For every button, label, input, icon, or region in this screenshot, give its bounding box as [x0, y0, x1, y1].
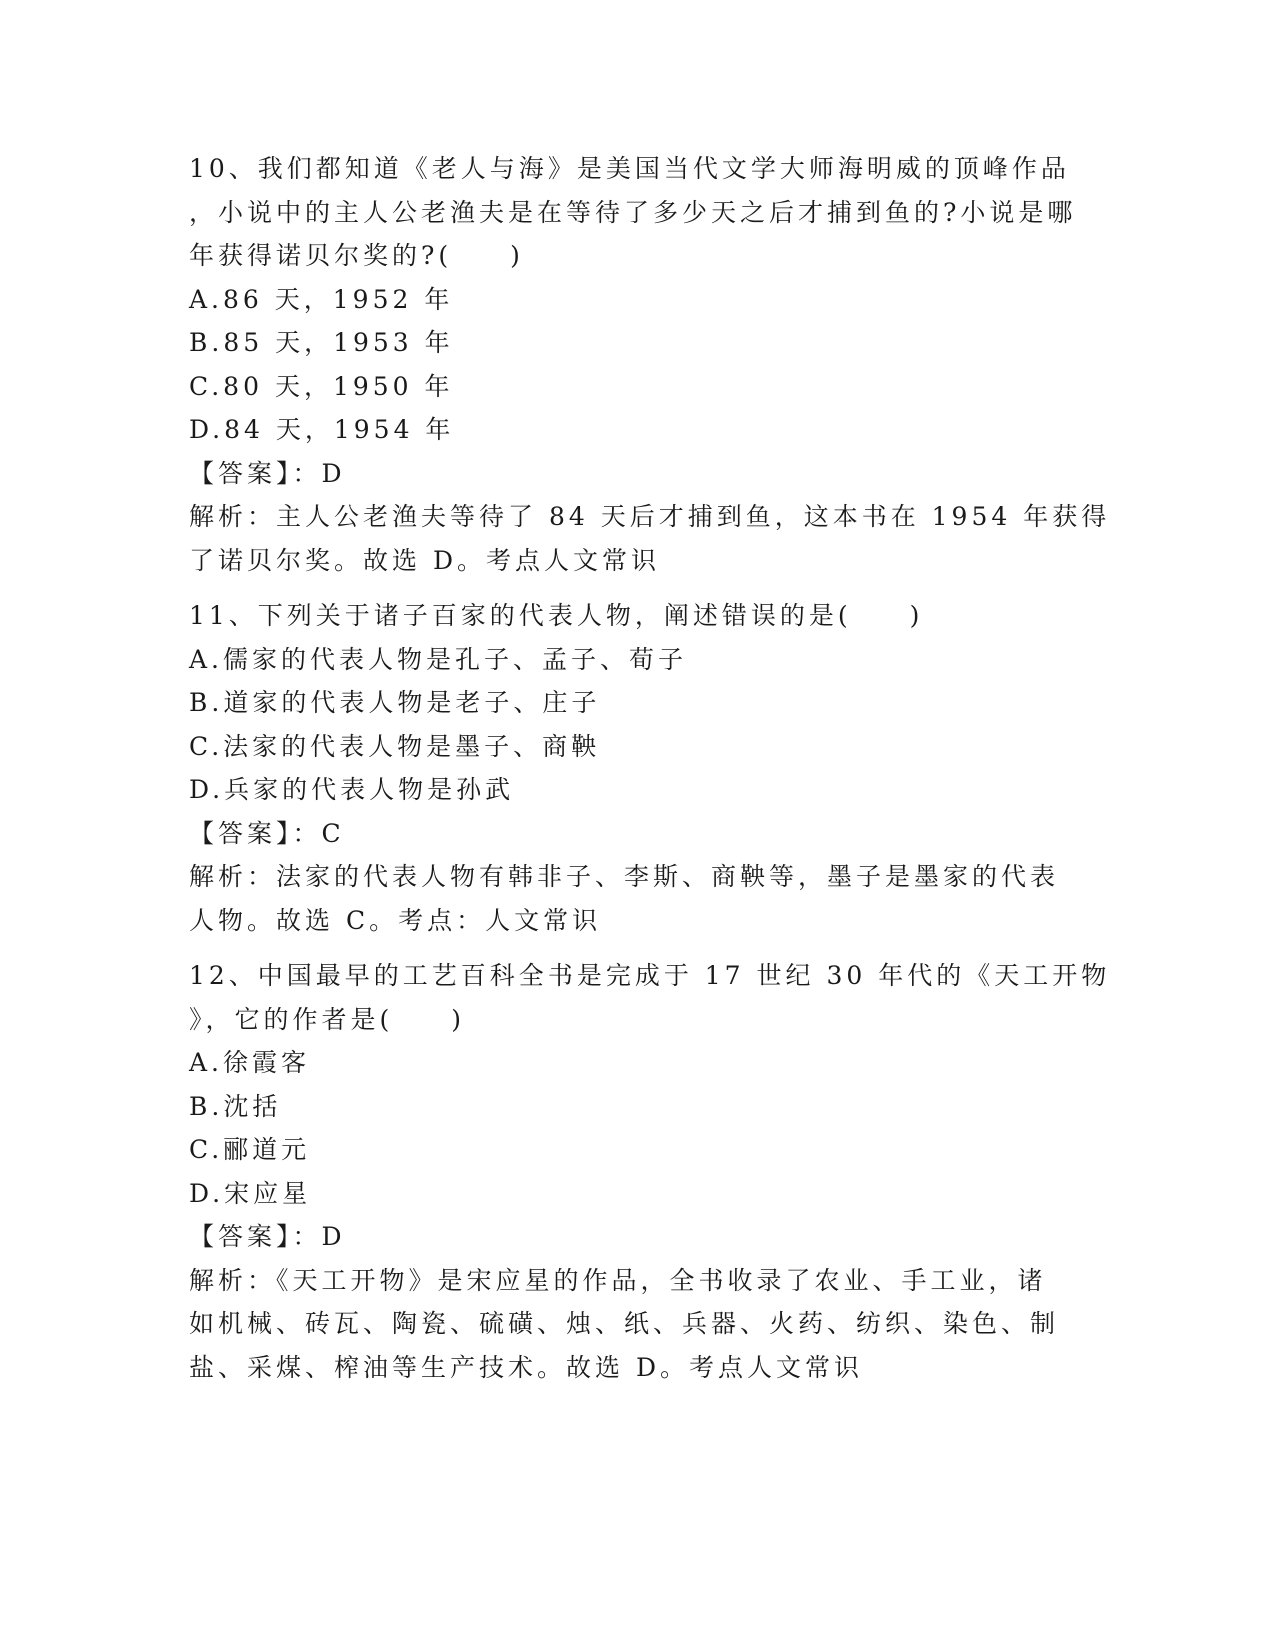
analysis: 人物。故选 C。考点：人文常识 — [189, 905, 602, 935]
option-a: A.儒家的代表人物是孔子、孟子、荀子 — [189, 644, 688, 674]
analysis: 了诺贝尔奖。故选 D。考点人文常识 — [189, 545, 660, 575]
option-a: A.徐霞客 — [189, 1048, 311, 1077]
option-c: C.80 天，1950 年 — [189, 371, 454, 401]
question-stem: ，小说中的主人公老渔夫是在等待了多少天之后才捕到鱼的?小说是哪 — [189, 197, 1077, 227]
option-d: D.宋应星 — [189, 1178, 312, 1208]
analysis: 盐、采煤、榨油等生产技术。故选 D。考点人文常识 — [189, 1352, 863, 1382]
answer: 【答案】：D — [189, 1222, 346, 1251]
question-stem: 12、中国最早的工艺百科全书是完成于 17 世纪 30 年代的《天工开物 — [189, 961, 1111, 990]
option-d: D.84 天，1954 年 — [189, 415, 455, 444]
answer: 【答案】：C — [189, 818, 345, 848]
question-spacer — [189, 942, 1089, 954]
question-11 — [189, 594, 1089, 942]
question-spacer — [189, 582, 1089, 594]
option-d: D.兵家的代表人物是孙武 — [189, 775, 515, 804]
analysis: 解析：《天工开物》是宋应星的作品，全书收录了农业、手工业，诸 — [189, 1265, 1047, 1295]
analysis: 如机械、砖瓦、陶瓷、硫磺、烛、纸、兵器、火药、纺织、染色、制 — [189, 1309, 1060, 1338]
document-page — [189, 147, 1111, 1389]
question-stem: 》，它的作者是( ) — [189, 1004, 466, 1034]
question-stem: 10、我们都知道《老人与海》是美国当代文学大师海明威的顶峰作品 — [189, 154, 1070, 183]
question-10 — [189, 147, 1111, 582]
option-c: C.郦道元 — [189, 1135, 311, 1164]
option-b: B.道家的代表人物是老子、庄子 — [189, 688, 601, 717]
option-b: B.沈括 — [189, 1091, 282, 1121]
option-b: B.85 天，1953 年 — [189, 328, 454, 357]
question-stem: 年获得诺贝尔奖的?( ) — [189, 241, 524, 270]
question-stem: 11、下列关于诸子百家的代表人物，阐述错误的是( ) — [189, 601, 924, 630]
analysis: 解析：主人公老渔夫等待了 84 天后才捕到鱼，这本书在 1954 年获得 — [189, 502, 1111, 531]
answer: 【答案】：D — [189, 458, 346, 488]
option-c: C.法家的代表人物是墨子、商鞅 — [189, 731, 601, 761]
analysis: 解析：法家的代表人物有韩非子、李斯、商鞅等，墨子是墨家的代表 — [189, 862, 1060, 891]
option-a: A.86 天，1952 年 — [189, 284, 454, 314]
question-12 — [189, 954, 1111, 1389]
